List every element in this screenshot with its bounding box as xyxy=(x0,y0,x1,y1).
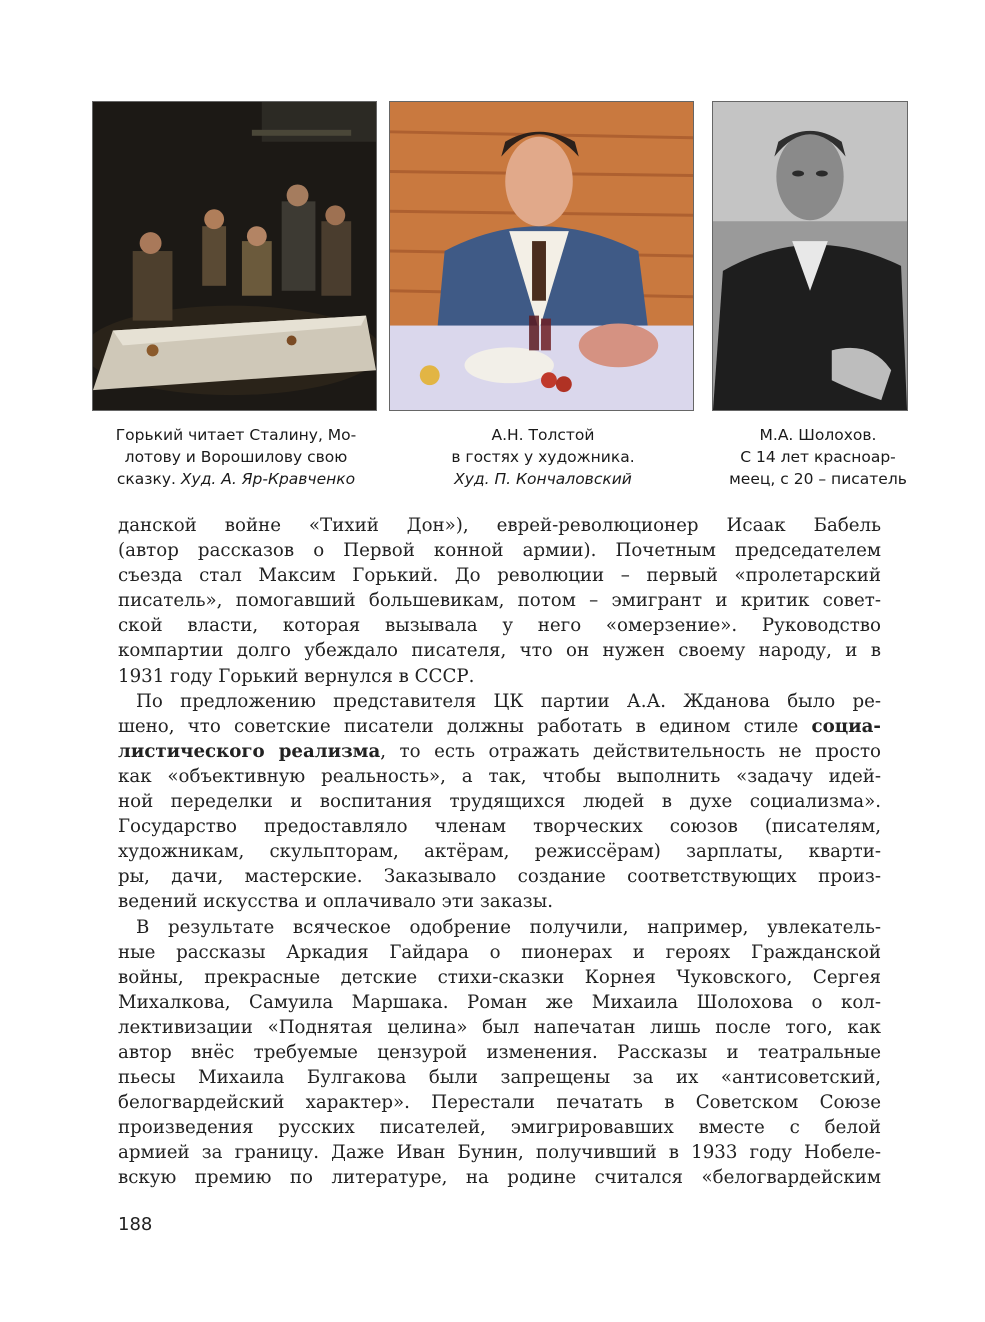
caption-line: меец, с 20 – писатель xyxy=(729,470,907,488)
figure-caption-3 xyxy=(712,424,924,490)
text-line xyxy=(118,714,881,739)
caption-line: С 14 лет красноар- xyxy=(740,448,896,466)
text-line: ры, дачи, мастерские. Заказывало создание соответствующих произ- xyxy=(118,866,881,888)
painting-gorky-reading xyxy=(92,101,377,411)
text-line: произведения русских писателей, эмигрировавших вместе с белой xyxy=(118,1117,881,1139)
text-line: Государство предоставляло членам творческих союзов (писателям, xyxy=(118,816,881,838)
text-line: съезда стал Максим Горький. До революции – первый «пролетарский xyxy=(118,565,881,587)
caption-text: сказку. xyxy=(116,470,176,488)
figure-caption-1 xyxy=(90,424,382,490)
artist-credit: Худ. А. Яр-Кравченко xyxy=(180,470,356,488)
paragraph-2 xyxy=(118,689,881,915)
text-line: вскую премию по литературе, на родине считался «белогвардейским xyxy=(118,1167,881,1189)
body-text xyxy=(118,513,881,1191)
caption-line: Горький читает Сталину, Мо- xyxy=(115,426,357,444)
text-line: компартии долго убеждало писателя, что он нужен своему народу, и в xyxy=(118,640,881,662)
text-line: автор внёс требуемые цензурой изменения. Рассказы и театральные xyxy=(118,1041,881,1063)
text-line: Михалкова, Самуила Маршака. Роман же Михаила Шолохова о кол- xyxy=(118,991,881,1013)
painting-tolstoy-portrait xyxy=(389,101,694,411)
text-line: лективизации «Поднятая целина» был напечатан лишь после того, как xyxy=(118,1016,881,1038)
text-line: данской войне «Тихий Дон»), еврей-революционер Исаак Бабель xyxy=(118,515,881,536)
text-line: пьесы Михаила Булгакова были запрещены за их «антисоветский, xyxy=(118,1067,881,1089)
photo-sholokhov xyxy=(712,101,908,411)
text-line: как «объективную реальность», а так, чтобы выполнить «задачу идей- xyxy=(118,765,881,787)
text-line: ные рассказы Аркадия Гайдара о пионерах и героях Гражданской xyxy=(118,941,881,963)
text-line: ведений искусства и оплачивало эти заказы. xyxy=(118,891,553,913)
text-line xyxy=(118,739,881,764)
text-line: писатель», помогавший большевикам, потом – эмигрант и критик совет- xyxy=(118,590,881,612)
text-line: художникам, скульпторам, актёрам, режиссёрам) зарплаты, кварти- xyxy=(118,841,881,863)
text-line: армией за границу. Даже Иван Бунин, получивший в 1933 году Нобеле- xyxy=(118,1142,881,1164)
text-line: По предложению представителя ЦК партии А.А. Жданова было ре- xyxy=(136,690,881,712)
paragraph-3 xyxy=(118,915,881,1191)
text-line: войны, прекрасные детские стихи-сказки Корнея Чуковского, Сергея xyxy=(118,966,881,988)
text-segment: , то есть отражать действительность не просто xyxy=(380,740,882,762)
caption-line: лотову и Ворошилову свою xyxy=(124,448,348,466)
caption-line: А.Н. Толстой xyxy=(491,426,595,444)
caption-line: в гостях у художника. xyxy=(451,448,635,466)
text-line: белогвардейский характер». Перестали печатать в Советском Союзе xyxy=(118,1092,881,1114)
figure-caption-2 xyxy=(392,424,694,490)
text-segment: шено, что советские писатели должны работать в едином стиле xyxy=(118,715,799,737)
bold-term: социа- xyxy=(811,715,881,737)
paragraph-1 xyxy=(118,513,881,689)
text-line: ской власти, которая вызывала у него «омерзение». Руководство xyxy=(118,615,881,637)
text-line: (автор рассказов о Первой конной армии). Почетным председателем xyxy=(118,540,881,562)
page-number: 188 xyxy=(118,1214,153,1235)
caption-line xyxy=(90,468,382,490)
caption-line: М.А. Шолохов. xyxy=(759,426,877,444)
text-line: 1931 году Горький вернулся в СССР. xyxy=(118,665,475,687)
artist-credit: Худ. П. Кончаловский xyxy=(454,470,632,488)
bold-term: листического реализма xyxy=(118,740,381,762)
text-line: В результате всяческое одобрение получили, например, увлекатель- xyxy=(136,916,881,938)
text-line: ной переделки и воспитания трудящихся людей в духе социализма». xyxy=(118,791,881,813)
